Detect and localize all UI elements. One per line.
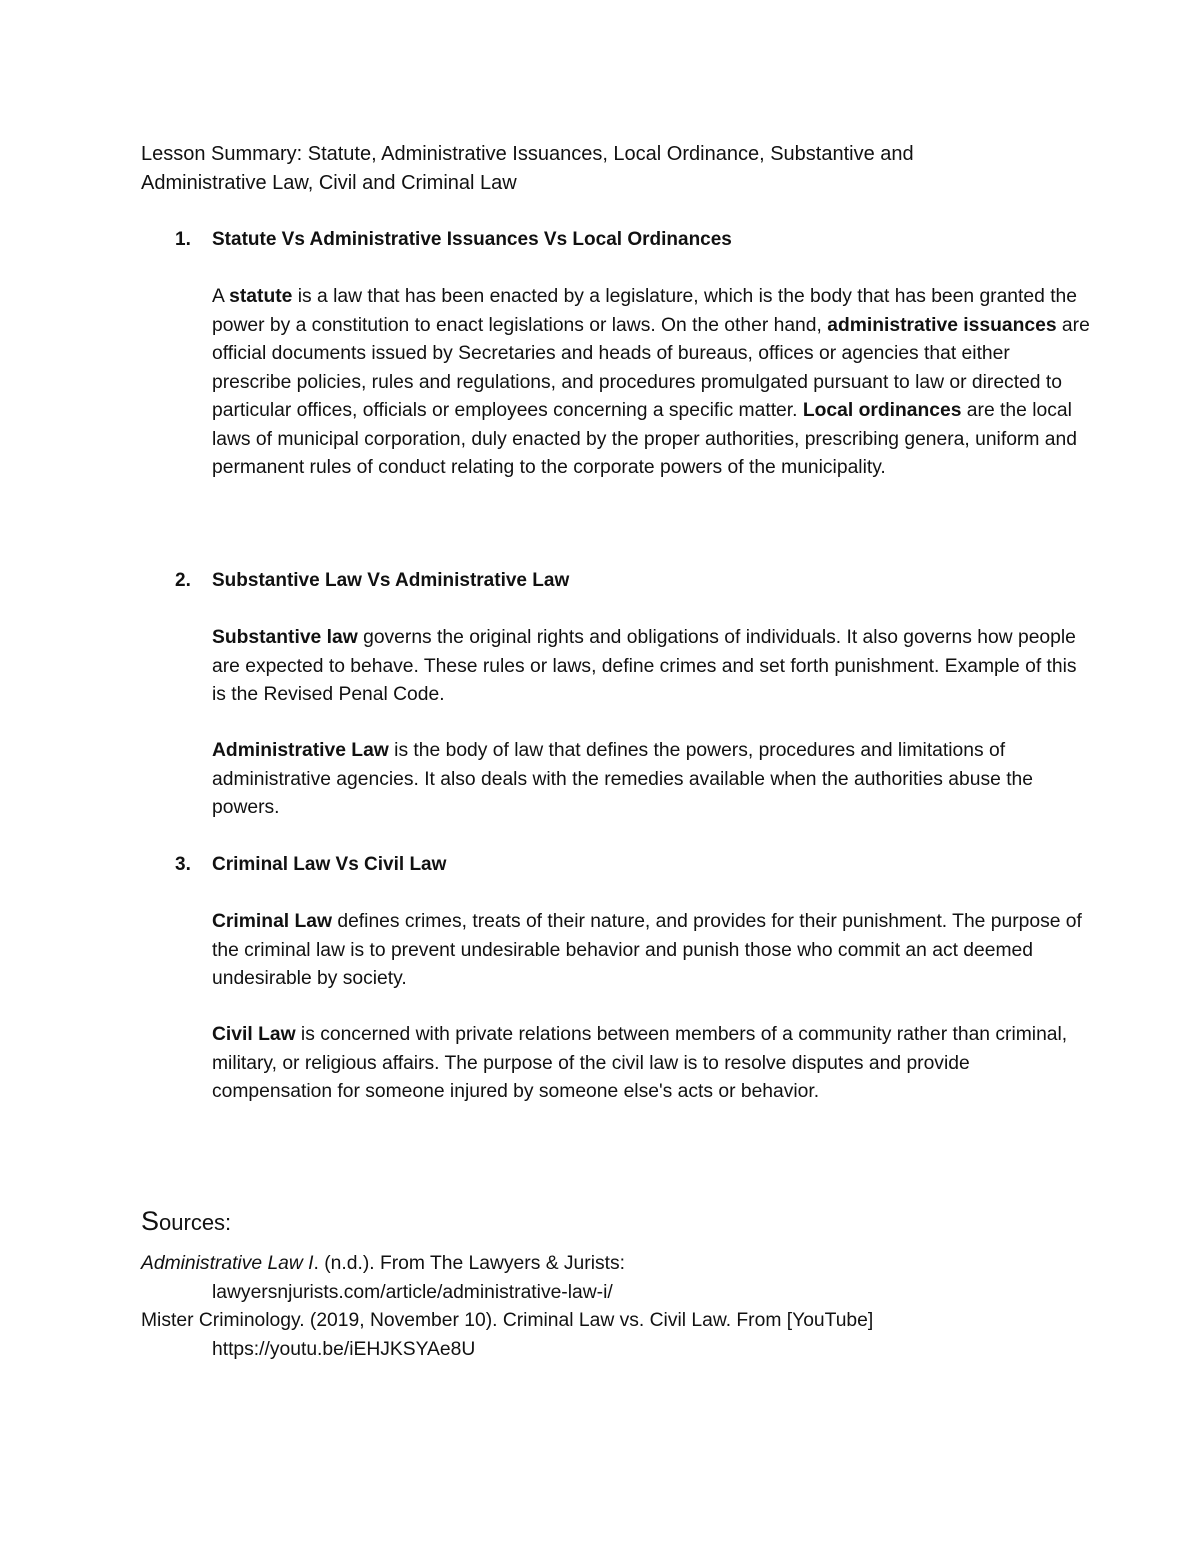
term-civil-law: Civil Law bbox=[212, 1024, 296, 1045]
term-substantive-law: Substantive law bbox=[212, 627, 358, 648]
paragraph-civil-law: Civil Law is concerned with private relations between members of a community rather than criminal, military, or religious affairs. The purpose of the civil law is to resolve disputes and provide compensation for someone injured by someone else's acts or behavior. bbox=[212, 1024, 1068, 1102]
section-heading: Substantive Law Vs Administrative Law bbox=[212, 570, 570, 591]
reference-url: https://youtu.be/iEHJKSYAe8U bbox=[212, 1338, 476, 1360]
term-local-ordinances: Local ordinances bbox=[802, 400, 962, 421]
reference-url: lawyersnjurists.com/article/administrative-law-i/ bbox=[212, 1281, 613, 1303]
section-heading: Criminal Law Vs Civil Law bbox=[212, 854, 447, 875]
section-heading: Statute Vs Administrative Issuances Vs Local Ordinances bbox=[212, 229, 732, 250]
term-statute: statute bbox=[229, 286, 293, 307]
section-number: 2. bbox=[175, 570, 191, 591]
term-administrative-law: Administrative Law bbox=[212, 740, 389, 761]
term-criminal-law: Criminal Law bbox=[212, 911, 332, 932]
paragraph-criminal-law: Criminal Law defines crimes, treats of their nature, and provides for their punishment. The purpose of the criminal law is to prevent undesirable behavior and punish those who commit an act deemed undesirable by society. bbox=[212, 911, 1082, 989]
section-number: 3. bbox=[175, 854, 191, 875]
section-number: 1. bbox=[175, 229, 191, 250]
reference-title: Administrative Law I bbox=[141, 1253, 314, 1274]
sources-heading: Sources: bbox=[141, 1206, 232, 1236]
term-administrative-issuances: administrative issuances bbox=[827, 314, 1057, 336]
paragraph-administrative-law: Administrative Law is the body of law that defines the powers, procedures and limitations of administrative agencies. It also deals with the remedies available when the authorities abuse the powers. bbox=[212, 740, 1033, 818]
paragraph-substantive-law: Substantive law governs the original rights and obligations of individuals. It also governs how people are expected to behave. These rules or laws, define crimes and set forth punishment. Example of this is the Revised Penal Code. bbox=[212, 627, 1077, 705]
reference-item: Administrative Law I. (n.d.). From The Lawyers & Jurists: lawyersnjurists.com/article/administrative-law-i/ bbox=[141, 1250, 1041, 1307]
reference-item bbox=[141, 1307, 1041, 1364]
reference-text: Mister Criminology. (2019, November 10). Criminal Law vs. Civil Law. From [YouTube] bbox=[141, 1310, 874, 1331]
document-title: Lesson Summary: Statute, Administrative Issuances, Local Ordinance, Substantive and Administrative Law, Civil and Criminal Law bbox=[141, 143, 914, 194]
paragraph-definitions: A statute is a law that has been enacted by a legislature, which is the body that has been granted the power by a constitution to enact legislations or laws. On the other hand, administrative issuances are official documents issued by Secretaries and heads of bureaus, offices or agencies that either prescribe policies, rules and regulations, and procedures promulgated pursuant to law or directed to particular offices, officials or employees concerning a specific matter. Local ordinances are the local laws of municipal corporation, duly enacted by the proper authorities, prescribing genera, uniform and permanent rules of conduct relating to the corporate powers of the municipality. bbox=[212, 286, 1090, 478]
